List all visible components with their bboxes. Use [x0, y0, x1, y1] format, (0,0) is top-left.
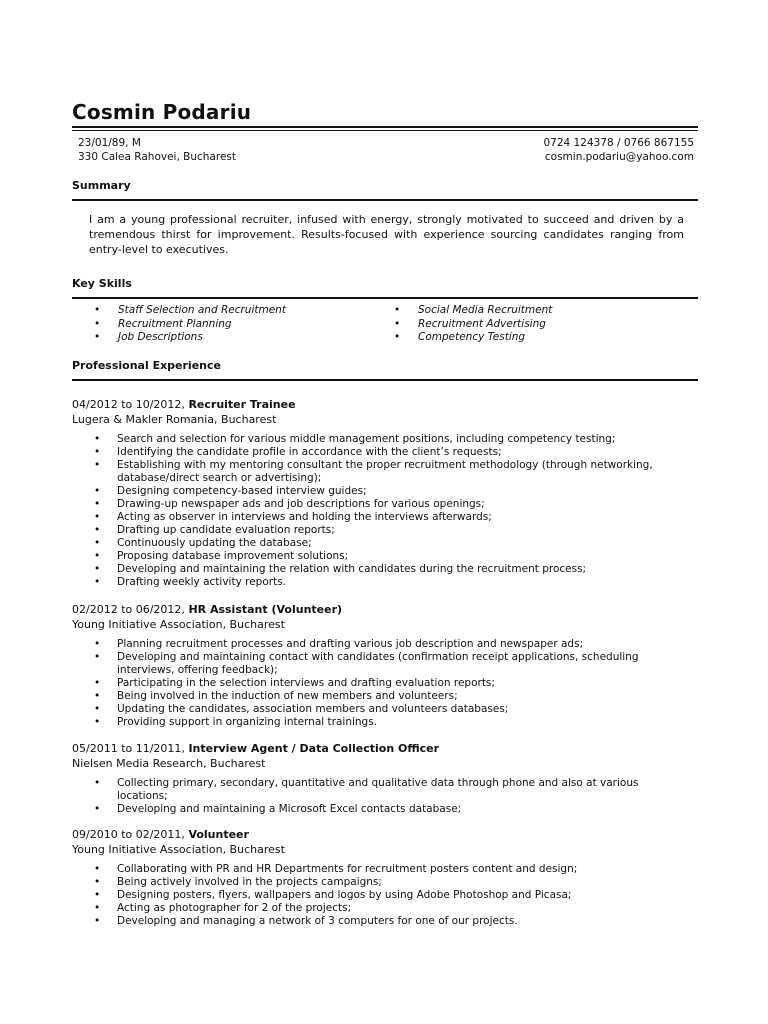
job-duties: [72, 863, 698, 928]
header-rule-top: [72, 126, 698, 128]
list-item: • Being actively involved in the projects campaigns;: [72, 876, 698, 889]
list-item: • Establishing with my mentoring consultant the proper recruitment methodology (through networking, database/direct search or advertising);: [72, 459, 698, 485]
list-item: • Developing and maintaining the relation with candidates during the recruitment process;: [72, 563, 698, 576]
job-entry: [72, 602, 698, 729]
job-company: Young Initiative Association, Bucharest: [72, 618, 285, 631]
candidate-name: Cosmin Podariu: [72, 100, 252, 124]
list-item: • Collecting primary, secondary, quantitative and qualitative data through phone and also at various locations;: [72, 777, 698, 803]
key-skills-heading: Key Skills: [72, 277, 132, 290]
contact-left: [78, 136, 236, 164]
job-header: [72, 602, 698, 617]
list-item: • Proposing database improvement solutions;: [72, 550, 698, 563]
list-item: • Continuously updating the database;: [72, 537, 698, 550]
job-role: Recruiter Trainee: [188, 398, 296, 411]
list-item: • Developing and managing a network of 3 computers for one of our projects.: [72, 915, 698, 928]
job-role: Interview Agent / Data Collection Officer: [188, 742, 439, 755]
job-header: [72, 397, 698, 412]
summary-heading: Summary: [72, 179, 131, 192]
experience-rule: [72, 379, 698, 381]
job-duties: [72, 777, 698, 816]
job-company: Nielsen Media Research, Bucharest: [72, 757, 266, 770]
list-item: • Planning recruitment processes and drafting various job description and newspaper ads;: [72, 638, 698, 651]
job-header: [72, 741, 698, 756]
job-dates: 05/2011 to 11/2011,: [72, 742, 189, 755]
job-duties: [72, 433, 698, 589]
list-item: • Drafting weekly activity reports.: [72, 576, 698, 589]
summary-rule: [72, 199, 698, 201]
job-duties: [72, 638, 698, 729]
list-item: • Staff Selection and Recruitment: [94, 304, 286, 318]
list-item: • Competency Testing: [394, 331, 552, 345]
job-company: Lugera & Makler Romania, Bucharest: [72, 413, 277, 426]
list-item: • Collaborating with PR and HR Departments for recruitment posters content and design;: [72, 863, 698, 876]
job-entry: [72, 827, 698, 928]
list-item: • Acting as observer in interviews and holding the interviews afterwards;: [72, 511, 698, 524]
job-dates: 04/2012 to 10/2012,: [72, 398, 189, 411]
header-rule-bottom: [72, 130, 698, 131]
list-item: • Recruitment Advertising: [394, 318, 552, 332]
birthdate-gender: 23/01/89, M: [78, 137, 141, 149]
job-header: [72, 827, 698, 842]
list-item: • Job Descriptions: [94, 331, 286, 345]
list-item: • Drafting up candidate evaluation reports;: [72, 524, 698, 537]
key-skills-rule: [72, 297, 698, 299]
job-dates: 09/2010 to 02/2011,: [72, 828, 189, 841]
job-role: Volunteer: [188, 828, 249, 841]
list-item: • Updating the candidates, association members and volunteers databases;: [72, 703, 698, 716]
experience-heading: Professional Experience: [72, 359, 221, 372]
list-item: • Developing and maintaining contact with candidates (confirmation receipt applications, scheduling interviews, offering feedback);: [72, 651, 698, 677]
contact-right: [544, 136, 695, 164]
job-dates: 02/2012 to 06/2012,: [72, 603, 189, 616]
home-address: 330 Calea Rahovei, Bucharest: [78, 151, 236, 163]
list-item: • Developing and maintaining a Microsoft Excel contacts database;: [72, 803, 698, 816]
list-item: • Designing competency-based interview guides;: [72, 485, 698, 498]
phone-numbers: 0724 124378 / 0766 867155: [543, 137, 694, 149]
skills-list-right: [394, 304, 552, 345]
job-entry: [72, 741, 698, 816]
list-item: • Being involved in the induction of new members and volunteers;: [72, 690, 698, 703]
skills-list-left: [94, 304, 286, 345]
list-item: • Drawing-up newspaper ads and job descriptions for various openings;: [72, 498, 698, 511]
job-company: Young Initiative Association, Bucharest: [72, 843, 285, 856]
summary-text: I am a young professional recruiter, infused with energy, strongly motivated to succeed and driven by a tremendous thirst for improvement. Results-focused with experience sourcing candidates ranging from entry-level to executives.: [89, 213, 684, 256]
list-item: • Identifying the candidate profile in accordance with the client’s requests;: [72, 446, 698, 459]
list-item: • Participating in the selection interviews and drafting evaluation reports;: [72, 677, 698, 690]
email-address: cosmin.podariu@yahoo.com: [544, 151, 694, 163]
list-item: • Providing support in organizing internal trainings.: [72, 716, 698, 729]
list-item: • Social Media Recruitment: [394, 304, 552, 318]
list-item: • Designing posters, flyers, wallpapers and logos by using Adobe Photoshop and Picasa;: [72, 889, 698, 902]
list-item: • Search and selection for various middle management positions, including competency testing;: [72, 433, 698, 446]
list-item: • Recruitment Planning: [94, 318, 286, 332]
job-role: HR Assistant (Volunteer): [188, 603, 343, 616]
job-entry: [72, 397, 698, 589]
list-item: • Acting as photographer for 2 of the projects;: [72, 902, 698, 915]
